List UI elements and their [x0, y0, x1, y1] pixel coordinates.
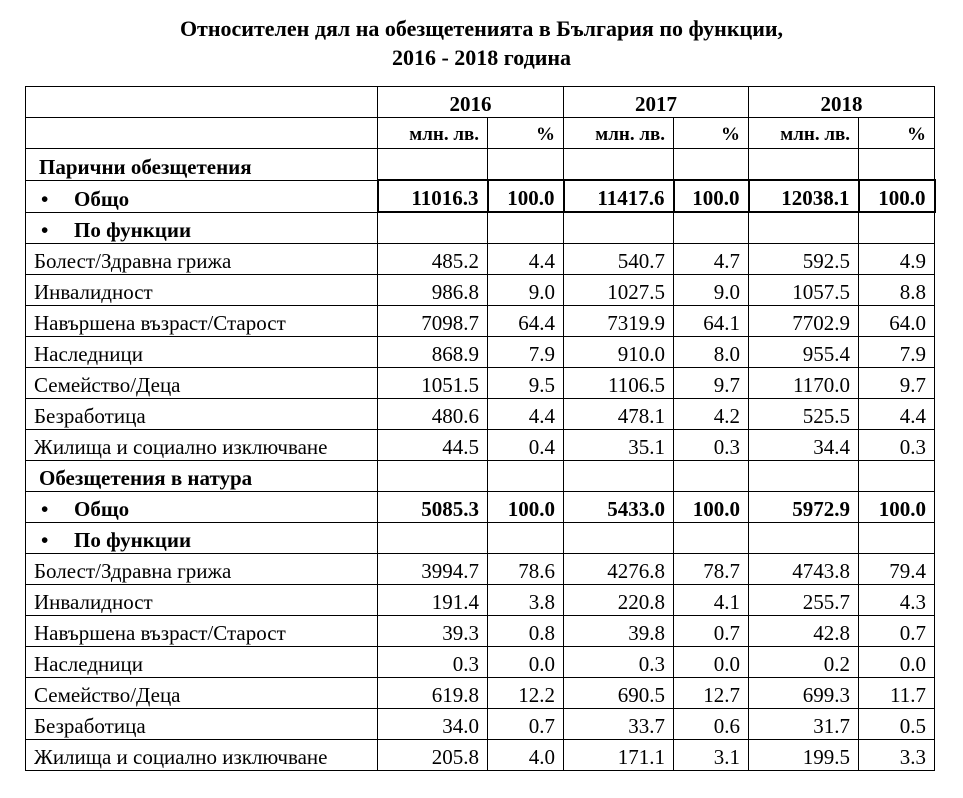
percent-cell: 0.0	[674, 647, 749, 678]
header-year-2016: 2016	[378, 87, 564, 118]
table-row	[26, 585, 935, 616]
amount-cell: 868.9	[378, 337, 488, 368]
empty-cell	[749, 523, 859, 554]
empty-cell	[378, 523, 488, 554]
table-row	[26, 616, 935, 647]
empty-cell	[564, 149, 674, 181]
percent-cell: 0.3	[859, 430, 935, 461]
amount-cell: 1057.5	[749, 275, 859, 306]
row-label: Навършена възраст/Старост	[26, 306, 378, 337]
empty-cell	[378, 212, 488, 244]
amount-cell: 986.8	[378, 275, 488, 306]
row-label: Болест/Здравна грижа	[26, 244, 378, 275]
percent-cell: 7.9	[488, 337, 564, 368]
empty-cell	[488, 212, 564, 244]
row-label: Семейство/Деца	[26, 368, 378, 399]
percent-cell: 64.1	[674, 306, 749, 337]
empty-cell	[674, 461, 749, 492]
by-function-row	[26, 523, 935, 554]
bullet-icon: •	[41, 186, 49, 211]
row-label-text: Общо	[74, 186, 130, 211]
amount-cell: 619.8	[378, 678, 488, 709]
header-empty-cell	[26, 118, 378, 149]
empty-cell	[564, 523, 674, 554]
percent-cell: 64.4	[488, 306, 564, 337]
total-amount-cell: 11417.6	[564, 180, 674, 212]
percent-cell: 4.3	[859, 585, 935, 616]
amount-cell: 478.1	[564, 399, 674, 430]
percent-cell: 8.0	[674, 337, 749, 368]
percent-cell: 64.0	[859, 306, 935, 337]
percent-cell: 0.6	[674, 709, 749, 740]
amount-cell: 39.8	[564, 616, 674, 647]
percent-cell: 4.2	[674, 399, 749, 430]
percent-cell: 4.1	[674, 585, 749, 616]
amount-cell: 1106.5	[564, 368, 674, 399]
percent-cell: 78.6	[488, 554, 564, 585]
bullet-icon: •	[41, 497, 49, 521]
percent-cell: 0.0	[488, 647, 564, 678]
row-label-text: Общо	[74, 497, 130, 521]
row-label: Жилища и социално изключване	[26, 430, 378, 461]
row-label: Жилища и социално изключване	[26, 740, 378, 771]
percent-cell: 4.7	[674, 244, 749, 275]
percent-cell: 9.7	[674, 368, 749, 399]
percent-cell: 0.8	[488, 616, 564, 647]
section-heading-row	[26, 461, 935, 492]
percent-cell: 0.7	[674, 616, 749, 647]
row-label: Семейство/Деца	[26, 678, 378, 709]
total-amount-cell: 5433.0	[564, 492, 674, 523]
amount-cell: 7098.7	[378, 306, 488, 337]
amount-cell: 171.1	[564, 740, 674, 771]
title-line-1: Относителен дял на обезщетенията в България по функции,	[179, 16, 784, 41]
empty-cell	[564, 212, 674, 244]
percent-cell: 11.7	[859, 678, 935, 709]
percent-cell: 9.0	[488, 275, 564, 306]
row-label: Болест/Здравна грижа	[26, 554, 378, 585]
amount-cell: 31.7	[749, 709, 859, 740]
percent-cell: 3.1	[674, 740, 749, 771]
header-year-row	[26, 87, 935, 118]
percent-cell: 12.2	[488, 678, 564, 709]
amount-cell: 7319.9	[564, 306, 674, 337]
percent-cell: 4.4	[488, 244, 564, 275]
row-label: Навършена възраст/Старост	[26, 616, 378, 647]
percent-cell: 0.3	[674, 430, 749, 461]
section-heading: Обезщетения в натура	[26, 461, 378, 492]
total-row	[26, 180, 935, 212]
amount-cell: 35.1	[564, 430, 674, 461]
amount-cell: 955.4	[749, 337, 859, 368]
percent-cell: 79.4	[859, 554, 935, 585]
amount-cell: 3994.7	[378, 554, 488, 585]
total-row	[26, 492, 935, 523]
amount-cell: 699.3	[749, 678, 859, 709]
amount-cell: 480.6	[378, 399, 488, 430]
empty-cell	[378, 461, 488, 492]
total-percent-cell: 100.0	[674, 180, 749, 212]
total-percent-cell: 100.0	[859, 492, 935, 523]
empty-cell	[488, 523, 564, 554]
table-row	[26, 740, 935, 771]
amount-cell: 485.2	[378, 244, 488, 275]
percent-cell: 3.8	[488, 585, 564, 616]
total-amount-cell: 11016.3	[378, 180, 488, 212]
header-empty-cell	[26, 87, 378, 118]
header-unit-amount: млн. лв.	[749, 118, 859, 149]
amount-cell: 34.0	[378, 709, 488, 740]
header-year-2018: 2018	[749, 87, 935, 118]
amount-cell: 540.7	[564, 244, 674, 275]
percent-cell: 4.0	[488, 740, 564, 771]
row-label-text: По функции	[74, 528, 192, 552]
amount-cell: 7702.9	[749, 306, 859, 337]
empty-cell	[749, 149, 859, 181]
empty-cell	[674, 149, 749, 181]
empty-cell	[859, 149, 935, 181]
empty-cell	[859, 212, 935, 244]
table-row	[26, 337, 935, 368]
amount-cell: 255.7	[749, 585, 859, 616]
total-label	[26, 492, 378, 523]
total-amount-cell: 5085.3	[378, 492, 488, 523]
amount-cell: 690.5	[564, 678, 674, 709]
empty-cell	[674, 523, 749, 554]
amount-cell: 1051.5	[378, 368, 488, 399]
document-title	[0, 14, 963, 72]
header-unit-percent: %	[859, 118, 935, 149]
percent-cell: 8.8	[859, 275, 935, 306]
table-row	[26, 368, 935, 399]
header-unit-amount: млн. лв.	[564, 118, 674, 149]
bullet-icon: •	[41, 218, 49, 242]
total-amount-cell: 5972.9	[749, 492, 859, 523]
amount-cell: 525.5	[749, 399, 859, 430]
row-label: Безработица	[26, 709, 378, 740]
by-function-row	[26, 212, 935, 244]
amount-cell: 34.4	[749, 430, 859, 461]
row-label: Наследници	[26, 647, 378, 678]
percent-cell: 9.5	[488, 368, 564, 399]
title-line-2: 2016 - 2018 година	[391, 45, 572, 70]
table-row	[26, 678, 935, 709]
table-row	[26, 399, 935, 430]
percent-cell: 9.0	[674, 275, 749, 306]
table-body	[26, 87, 935, 771]
empty-cell	[674, 212, 749, 244]
header-unit-percent: %	[488, 118, 564, 149]
percent-cell: 0.0	[859, 647, 935, 678]
section-heading-row	[26, 149, 935, 181]
header-unit-percent: %	[674, 118, 749, 149]
header-unit-row	[26, 118, 935, 149]
row-label: Наследници	[26, 337, 378, 368]
total-amount-cell: 12038.1	[749, 180, 859, 212]
table-row	[26, 647, 935, 678]
row-label: Безработица	[26, 399, 378, 430]
amount-cell: 1170.0	[749, 368, 859, 399]
amount-cell: 191.4	[378, 585, 488, 616]
percent-cell: 0.7	[488, 709, 564, 740]
table-row	[26, 306, 935, 337]
empty-cell	[564, 461, 674, 492]
by-function-label	[26, 212, 378, 244]
total-label	[26, 180, 378, 212]
total-percent-cell: 100.0	[674, 492, 749, 523]
total-percent-cell: 100.0	[488, 180, 564, 212]
empty-cell	[859, 523, 935, 554]
total-percent-cell: 100.0	[488, 492, 564, 523]
percent-cell: 4.9	[859, 244, 935, 275]
table-row	[26, 275, 935, 306]
amount-cell: 592.5	[749, 244, 859, 275]
percent-cell: 0.4	[488, 430, 564, 461]
percent-cell: 7.9	[859, 337, 935, 368]
header-year-2017: 2017	[564, 87, 749, 118]
empty-cell	[378, 149, 488, 181]
amount-cell: 0.3	[564, 647, 674, 678]
empty-cell	[859, 461, 935, 492]
by-function-label	[26, 523, 378, 554]
amount-cell: 910.0	[564, 337, 674, 368]
table-row	[26, 709, 935, 740]
amount-cell: 199.5	[749, 740, 859, 771]
row-label-text: По функции	[74, 218, 192, 242]
empty-cell	[749, 212, 859, 244]
percent-cell: 0.7	[859, 616, 935, 647]
amount-cell: 4276.8	[564, 554, 674, 585]
amount-cell: 44.5	[378, 430, 488, 461]
benefits-table	[25, 86, 936, 771]
row-label: Инвалидност	[26, 275, 378, 306]
empty-cell	[488, 149, 564, 181]
amount-cell: 205.8	[378, 740, 488, 771]
percent-cell: 3.3	[859, 740, 935, 771]
amount-cell: 4743.8	[749, 554, 859, 585]
row-label: Инвалидност	[26, 585, 378, 616]
amount-cell: 220.8	[564, 585, 674, 616]
amount-cell: 1027.5	[564, 275, 674, 306]
header-unit-amount: млн. лв.	[378, 118, 488, 149]
percent-cell: 12.7	[674, 678, 749, 709]
section-heading: Парични обезщетения	[26, 149, 378, 181]
total-percent-cell: 100.0	[859, 180, 935, 212]
amount-cell: 33.7	[564, 709, 674, 740]
table-row	[26, 244, 935, 275]
amount-cell: 42.8	[749, 616, 859, 647]
empty-cell	[488, 461, 564, 492]
amount-cell: 39.3	[378, 616, 488, 647]
percent-cell: 78.7	[674, 554, 749, 585]
amount-cell: 0.3	[378, 647, 488, 678]
percent-cell: 4.4	[488, 399, 564, 430]
amount-cell: 0.2	[749, 647, 859, 678]
empty-cell	[749, 461, 859, 492]
percent-cell: 4.4	[859, 399, 935, 430]
percent-cell: 9.7	[859, 368, 935, 399]
percent-cell: 0.5	[859, 709, 935, 740]
table-row	[26, 554, 935, 585]
table-row	[26, 430, 935, 461]
bullet-icon: •	[41, 528, 49, 552]
